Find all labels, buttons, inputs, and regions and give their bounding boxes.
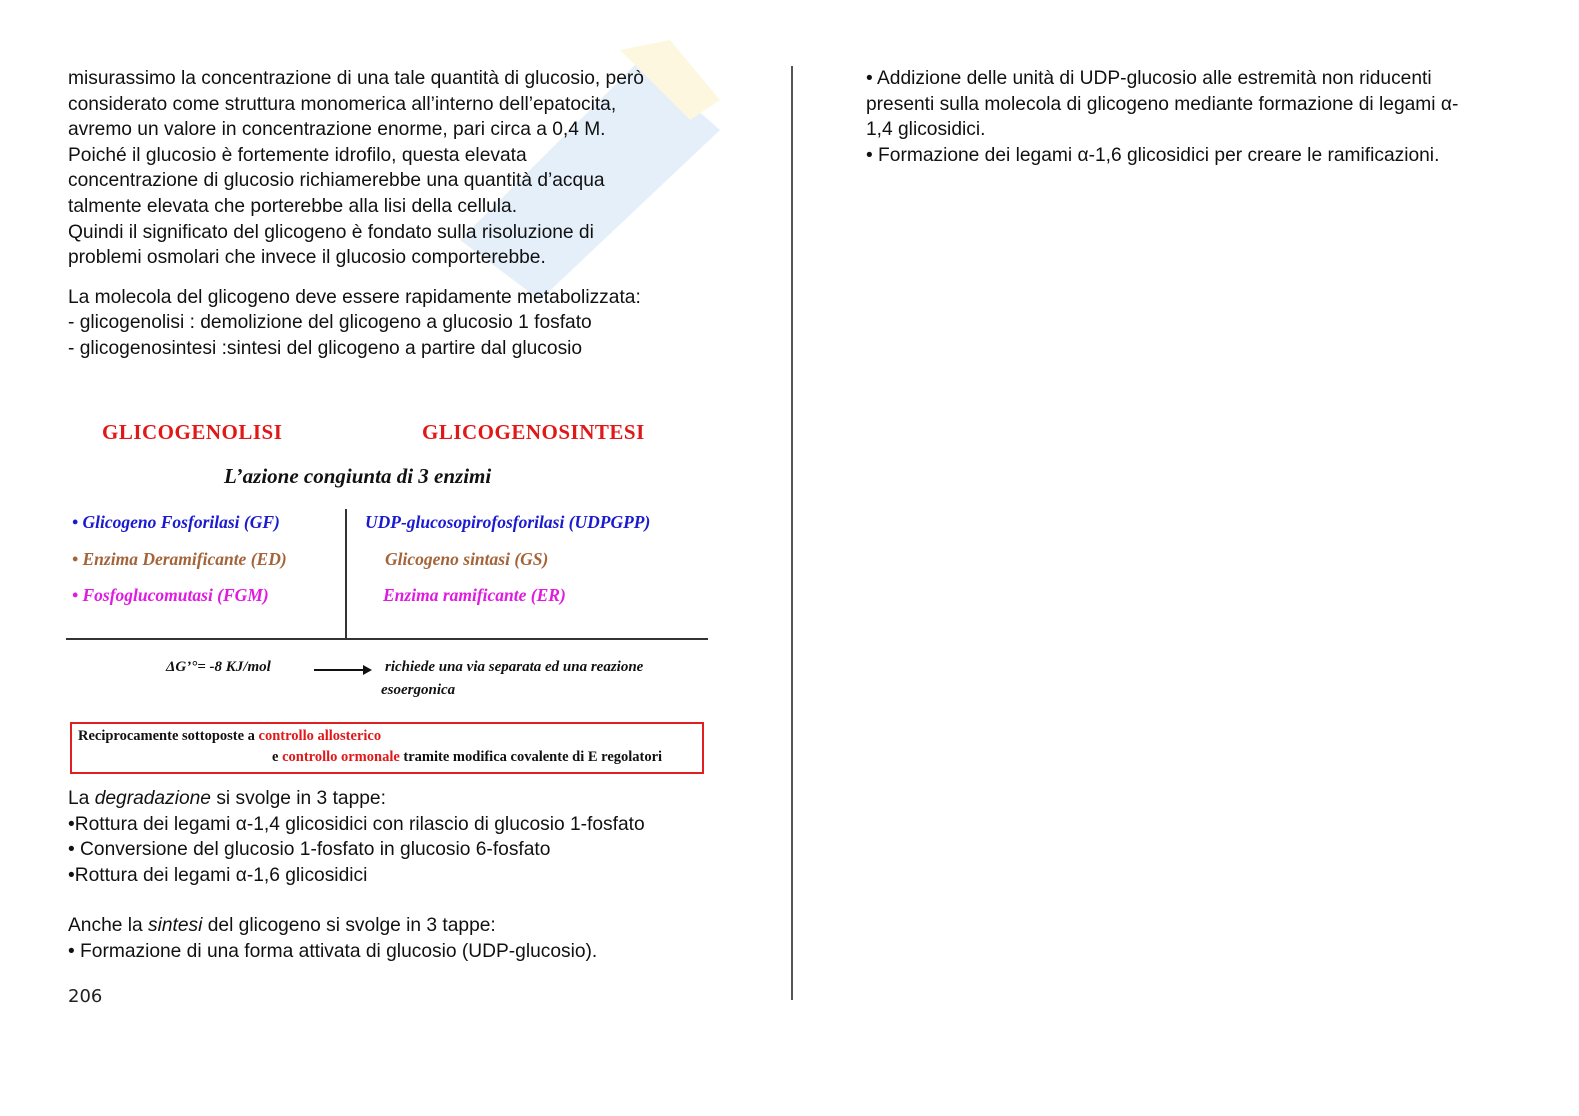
figure-subtitle: L’azione congiunta di 3 enzimi bbox=[224, 464, 492, 488]
arrow-note-line1: richiede una via separata ed una reazione bbox=[385, 659, 644, 675]
enzyme-er: Enzima ramificante (ER) bbox=[383, 585, 566, 605]
left-column-bottom bbox=[68, 786, 758, 965]
body-line: problemi osmolari che invece il glucosio comporterebbe. bbox=[68, 247, 546, 269]
degradation-step: •Rottura dei legami α-1,4 glicosidici con rilascio di glucosio 1-fosfato bbox=[68, 813, 645, 835]
heading-glicogenolisi: GLICOGENOLISI bbox=[102, 420, 283, 444]
enzyme-ed: • Enzima Deramificante (ED) bbox=[72, 549, 287, 569]
degradation-step: •Rottura dei legami α-1,6 glicosidici bbox=[68, 864, 368, 886]
page-number: 206 bbox=[68, 986, 103, 1007]
box-allosteric: controllo allosterico bbox=[258, 728, 382, 744]
body-line: - glicogenolisi : demolizione del glicogeno a glucosio 1 fosfato bbox=[68, 312, 592, 334]
body-line: La molecola del glicogeno deve essere rapidamente metabolizzata: bbox=[68, 286, 641, 308]
box-line1-text: Reciprocamente sottoposte a bbox=[78, 728, 259, 744]
body-line: avremo un valore in concentrazione enorme, pari circa a 0,4 M. bbox=[68, 119, 606, 141]
box-line2-text: e bbox=[272, 749, 283, 765]
enzyme-gf: • Glicogeno Fosforilasi (GF) bbox=[72, 512, 280, 532]
enzyme-udpgpp: UDP-glucosopirofosforilasi (UDPGPP) bbox=[365, 512, 651, 532]
body-line: talmente elevata che porterebbe alla lisi della cellula. bbox=[68, 195, 518, 217]
enzyme-fgm: • Fosfoglucomutasi (FGM) bbox=[72, 585, 269, 605]
body-line: presenti sulla molecola di glicogeno mediante formazione di legami α- bbox=[866, 93, 1459, 115]
figure-horizontal-divider bbox=[66, 638, 708, 640]
column-divider bbox=[791, 66, 793, 1000]
synthesis-step: • Formazione di una forma attivata di glucosio (UDP-glucosio). bbox=[68, 940, 598, 962]
left-column bbox=[68, 66, 758, 362]
body-line: concentrazione di glucosio richiamerebbe una quantità d’acqua bbox=[68, 170, 605, 192]
enzyme-gs: Glicogeno sintasi (GS) bbox=[385, 549, 549, 569]
regulation-box bbox=[70, 722, 704, 774]
body-line: - glicogenosintesi :sintesi del glicogeno a partire dal glucosio bbox=[68, 337, 583, 359]
synthesis-intro: Anche la sintesi del glicogeno si svolge in 3 tappe: bbox=[68, 915, 496, 937]
right-column bbox=[866, 66, 1516, 168]
arrow-note-line2: esoergonica bbox=[381, 682, 456, 698]
body-line: Poiché il glucosio è fortemente idrofilo, questa elevata bbox=[68, 144, 527, 166]
delta-g-value: ΔG’°= -8 KJ/mol bbox=[166, 659, 271, 675]
degradation-intro: La degradazione si svolge in 3 tappe: bbox=[68, 788, 386, 809]
arrow-icon bbox=[314, 669, 370, 671]
body-line: 1,4 glicosidici. bbox=[866, 119, 986, 141]
heading-glicogenosintesi: GLICOGENOSINTESI bbox=[422, 420, 645, 444]
body-line: • Formazione dei legami α-1,6 glicosidici per creare le ramificazioni. bbox=[866, 144, 1440, 166]
figure-vertical-divider bbox=[345, 509, 347, 639]
enzymes-figure bbox=[66, 412, 716, 787]
degradation-step: • Conversione del glucosio 1-fosfato in glucosio 6-fosfato bbox=[68, 839, 551, 861]
body-line: misurassimo la concentrazione di una tale quantità di glucosio, però bbox=[68, 68, 644, 89]
box-line2-tail: tramite modifica covalente di E regolatori bbox=[399, 749, 663, 765]
box-hormonal: controllo ormonale bbox=[282, 749, 400, 765]
body-line: Quindi il significato del glicogeno è fondato sulla risoluzione di bbox=[68, 221, 594, 243]
body-line: considerato come struttura monomerica all’interno dell’epatocita, bbox=[68, 93, 617, 115]
body-line: • Addizione delle unità di UDP-glucosio alle estremità non riducenti bbox=[866, 68, 1432, 89]
